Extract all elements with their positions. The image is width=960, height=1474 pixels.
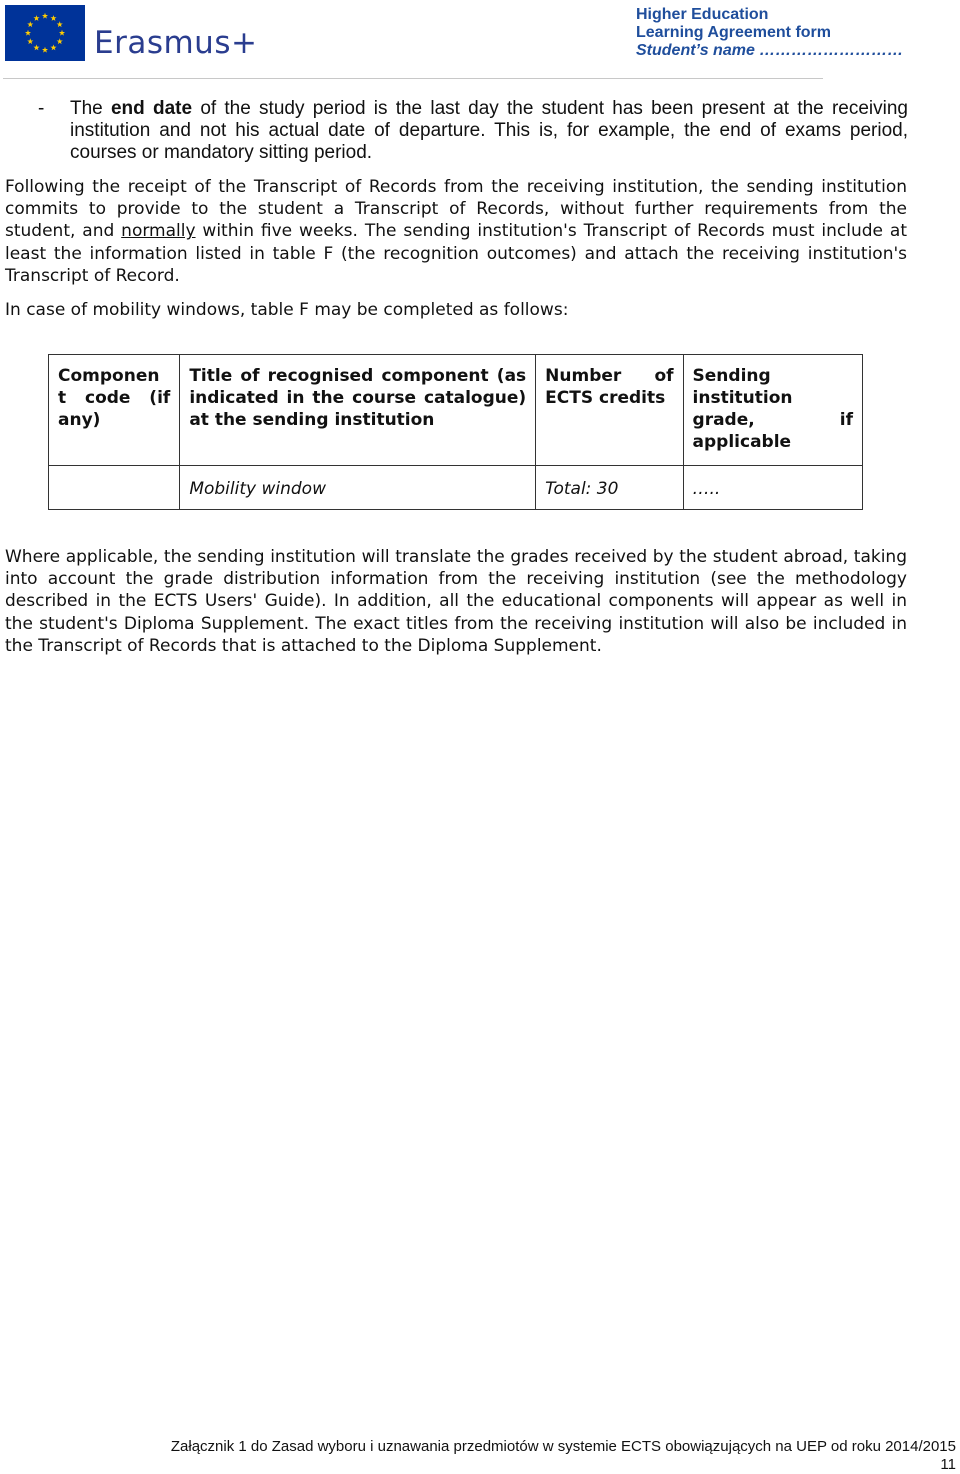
cell-credits: Total: 30 bbox=[536, 466, 683, 510]
paragraph-mobility-windows: In case of mobility windows, table F may be completed as follows: bbox=[5, 300, 569, 320]
header-title: Title of recognised component (as indicated in the course catalogue) at the sending institution bbox=[180, 355, 536, 466]
table-row bbox=[49, 466, 863, 510]
header-ects-credits: Number of ECTS credits bbox=[536, 355, 683, 466]
footer-note: Załącznik 1 do Zasad wyboru i uznawania przedmiotów w systemie ECTS obowiązujących na UEP od roku 2014/2015 bbox=[170, 1438, 956, 1455]
paragraph-transcript bbox=[5, 176, 907, 287]
header-grade: Sending institution grade, if applicable bbox=[683, 355, 862, 466]
page-footer bbox=[171, 1438, 956, 1474]
header-component-code: Componen t code (if any) bbox=[49, 355, 180, 466]
bullet-text-post: of the study period is the last day the student has been present at the receiving institution and not his actual date of departure. This is, for example, the end of exams period, courses or mandatory sitting period. bbox=[70, 98, 909, 163]
cell-component-code bbox=[49, 466, 180, 510]
recognition-table bbox=[48, 354, 863, 510]
page-number: 11 bbox=[940, 1456, 956, 1473]
bullet-end-date bbox=[38, 98, 908, 164]
bullet-text-pre: The bbox=[70, 98, 111, 119]
eu-flag-logo bbox=[5, 5, 85, 61]
header-divider bbox=[3, 78, 823, 79]
cell-title: Mobility window bbox=[180, 466, 536, 510]
paragraph-transcript-pre: Following the receipt of the Transcript of Records from the receiving institution, the sending institution commits to provide to the student a Transcript of Records, without further requirements from the student, and bbox=[5, 177, 907, 242]
bullet-dash: - bbox=[38, 98, 45, 119]
table-header-row bbox=[49, 355, 863, 466]
header-line-1: Higher Education bbox=[636, 6, 769, 23]
page-header bbox=[0, 0, 960, 80]
document-title-block bbox=[636, 6, 903, 60]
paragraph-transcript-underlined: normally bbox=[121, 221, 196, 242]
paragraph-grade-translation: Where applicable, the sending institution will translate the grades received by the student abroad, taking into account the grade distribution information from the receiving institution (see the methodology described in the ECTS Users' Guide). In addition, all the educational components will appear as well in the student's Diploma Supplement. The exact titles from the receiving institution will also be included in the Transcript of Records that is attached to the Diploma Supplement. bbox=[5, 547, 907, 656]
bullet-text bbox=[70, 98, 908, 164]
cell-grade: ….. bbox=[683, 466, 862, 510]
header-student-name: Student’s name ……………………… bbox=[636, 42, 904, 59]
paragraph-transcript-post: within five weeks. The sending institution's Transcript of Records must include at least the information listed in table F (the recognition outcomes) and attach the receiving institution's Transcript of Record. bbox=[5, 221, 907, 286]
erasmus-plus-logo-text: Erasmus+ bbox=[94, 25, 258, 61]
header-line-2: Learning Agreement form bbox=[636, 24, 831, 41]
bullet-text-bold: end date bbox=[110, 98, 193, 119]
